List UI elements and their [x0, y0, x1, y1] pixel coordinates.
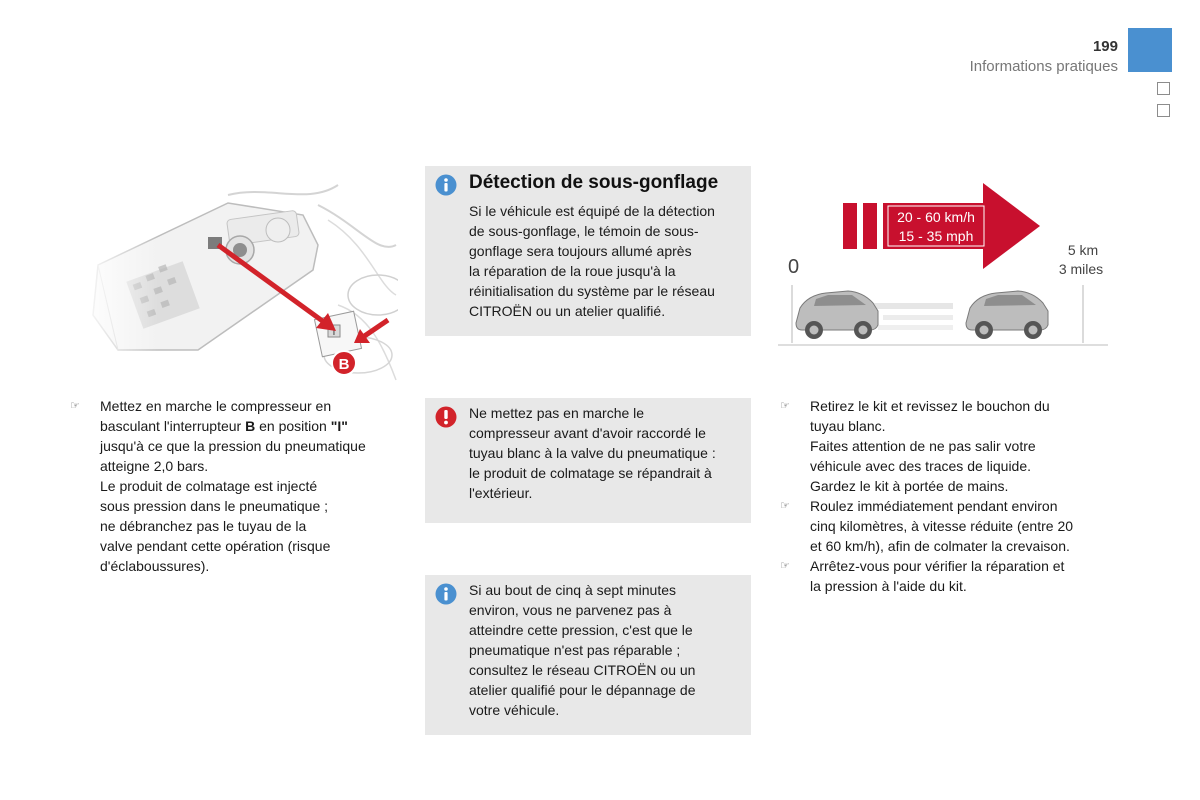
text-line: Faites attention de ne pas salir votre — [810, 438, 1036, 454]
detection-info-box — [425, 166, 751, 336]
text-line: Arrêtez-vous pour vérifier la réparation et — [810, 558, 1065, 574]
text-line: d'éclaboussures). — [100, 558, 210, 574]
pointing-hand-icon: ☞ — [780, 400, 790, 412]
text-line: gonflage sera toujours allumé après — [469, 243, 692, 259]
info-icon — [435, 174, 457, 196]
text-line: Le produit de colmatage est injecté — [100, 478, 318, 494]
text-line: la réparation de la roue jusqu'à la — [469, 263, 676, 279]
pointing-hand-icon: ☞ — [780, 500, 790, 512]
text-line: Roulez immédiatement pendant environ — [810, 498, 1058, 514]
text-line: ne débranchez pas le tuyau de la — [100, 518, 307, 534]
left-instructions — [70, 396, 410, 576]
text-line: Mettez en marche le compresseur en — [100, 398, 332, 414]
text-line: consultez le réseau CITROËN ou un — [469, 662, 696, 678]
pointing-hand-icon: ☞ — [70, 400, 80, 412]
text-line — [100, 416, 410, 436]
list-item — [780, 396, 1120, 496]
list-item — [70, 396, 410, 576]
text-line: sous pression dans le pneumatique ; — [100, 498, 329, 514]
right-instructions — [780, 396, 1120, 596]
box-title: Détection de sous-gonflage — [469, 172, 719, 193]
text-line: environ, vous ne parvenez pas à — [469, 602, 672, 618]
text-line: atteigne 2,0 bars. — [100, 458, 209, 474]
list-item — [780, 496, 1120, 556]
text-line: valve pendant cette opération (risque — [100, 538, 331, 554]
info-icon — [435, 583, 457, 605]
page-number: 199 — [1092, 38, 1118, 55]
text-line: l'extérieur. — [469, 485, 533, 501]
text-line: atelier qualifié pour le dépannage de — [469, 682, 696, 698]
text-line: Gardez le kit à portée de mains. — [810, 478, 1009, 494]
text-line: Retirez le kit et revissez le bouchon du — [810, 398, 1050, 414]
chapter-tab-marker — [1128, 28, 1172, 72]
pointing-hand-icon: ☞ — [780, 560, 790, 572]
text-line: la pression à l'aide du kit. — [810, 578, 967, 594]
text-span: basculant l'interrupteur — [100, 418, 242, 434]
text-line: pneumatique n'est pas réparable ; — [469, 642, 681, 658]
distance-km-label: 5 km — [1067, 242, 1099, 258]
text-line: cinq kilomètres, à vitesse réduite (entre 20 — [810, 518, 1074, 534]
chapter-nav-box-2 — [1157, 104, 1170, 117]
car-right-icon — [966, 291, 1048, 339]
text-line: Si le véhicule est équipé de la détection — [469, 203, 715, 219]
text-line: atteindre cette pression, c'est que le — [469, 622, 693, 638]
speed-kmh-label: 20 - 60 km/h — [897, 209, 975, 225]
speed-mph-label: 15 - 35 mph — [898, 228, 974, 244]
text-line: le produit de colmatage se répandrait à — [469, 465, 712, 481]
warning-icon — [435, 406, 457, 428]
start-label: 0 — [788, 256, 800, 278]
list-item — [780, 556, 1120, 596]
drive-speed-illustration — [778, 175, 1108, 350]
switch-letter-bold: B — [245, 418, 256, 434]
warning-box — [425, 398, 751, 523]
text-line: et 60 km/h), afin de colmater la crevaison. — [810, 538, 1070, 554]
section-title: Informations pratiques — [969, 58, 1118, 75]
text-line: compresseur avant d'avoir raccordé le — [469, 425, 706, 441]
text-line: jusqu'à ce que la pression du pneumatique — [100, 438, 366, 454]
chapter-nav-box-1 — [1157, 82, 1170, 95]
text-line: tuyau blanc. — [810, 418, 886, 434]
text-line: CITROËN ou un atelier qualifié. — [469, 303, 666, 319]
text-line: tuyau blanc à la valve du pneumatique : — [469, 445, 716, 461]
text-span: en position — [255, 418, 331, 434]
repair-kit-illustration — [78, 175, 398, 385]
text-line: Si au bout de cinq à sept minutes — [469, 582, 677, 598]
text-line: de sous-gonflage, le témoin de sous- — [469, 223, 699, 239]
repair-info-box — [425, 575, 751, 735]
car-left-icon — [796, 291, 878, 339]
text-line: réinitialisation du système par le réseau — [469, 283, 715, 299]
position-value-bold: "I" — [330, 418, 348, 434]
text-line: véhicule avec des traces de liquide. — [810, 458, 1032, 474]
text-line: Ne mettez pas en marche le — [469, 405, 645, 421]
text-line: votre véhicule. — [469, 702, 560, 718]
distance-miles-label: 3 miles — [1058, 261, 1104, 277]
